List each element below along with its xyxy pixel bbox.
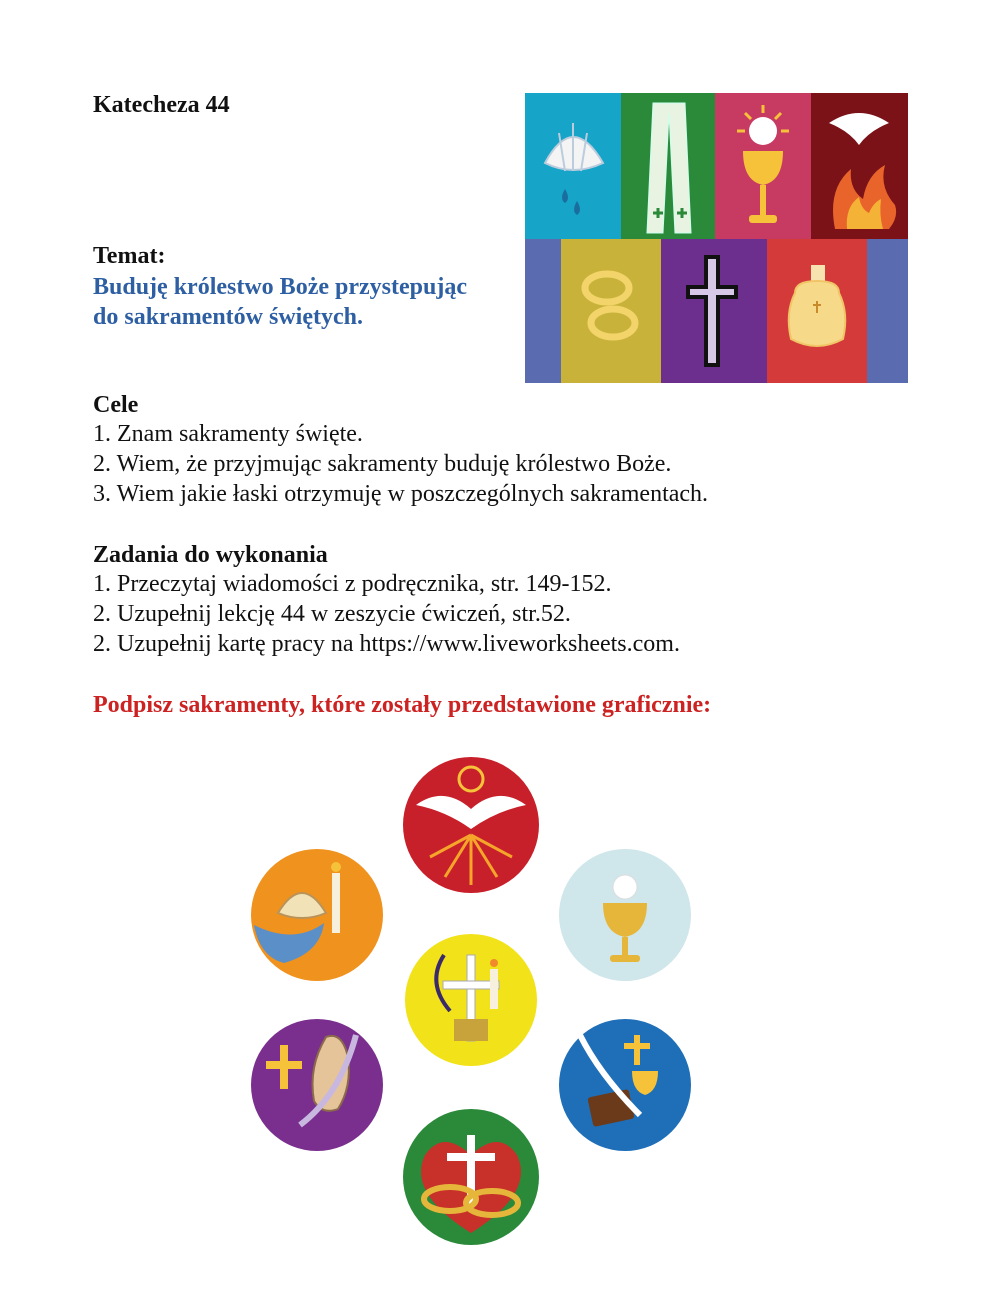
dove-icon [403, 757, 539, 893]
topic-text [93, 272, 513, 332]
task-item: 2. Uzupełnij lekcję 44 w zeszycie ćwiczeń, str.52. [93, 601, 571, 627]
tasks-section [93, 542, 680, 659]
task-item: 2. Uzupełnij kartę pracy na https://www.liveworksheets.com. [93, 631, 680, 657]
shell-candle-icon [251, 849, 383, 981]
goals-heading: Cele [93, 392, 139, 418]
goals-section [93, 392, 708, 509]
lesson-title: Katecheza 44 [93, 92, 230, 118]
hand-stole-icon [251, 1019, 383, 1151]
rings-heart-icon [403, 1109, 539, 1245]
cross-candle-icon [405, 934, 537, 1066]
topic-line: Buduję królestwo Boże przystepując [93, 274, 467, 300]
task-item: 1. Przeczytaj wiadomości z podręcznika, str. 149-152. [93, 571, 612, 597]
tasks-heading: Zadania do wykonania [93, 542, 328, 568]
instruction-text: Podpisz sakramenty, które zostały przedstawione graficznie: [93, 692, 712, 718]
sacrament-circles-image [240, 745, 710, 1265]
stole-chalice-book-icon [559, 1019, 691, 1151]
chalice-host-icon [559, 849, 691, 981]
topic-line: do sakramentów świętych. [93, 304, 363, 330]
goal-item: 2. Wiem, że przyjmując sakramenty buduję królestwo Boże. [93, 451, 672, 477]
topic-label: Temat: [93, 243, 166, 269]
goal-item: 3. Wiem jakie łaski otrzymuję w poszczególnych sakramentach. [93, 481, 709, 507]
goal-item: 1. Znam sakramenty święte. [93, 421, 363, 447]
sacraments-mosaic-image [525, 93, 908, 383]
